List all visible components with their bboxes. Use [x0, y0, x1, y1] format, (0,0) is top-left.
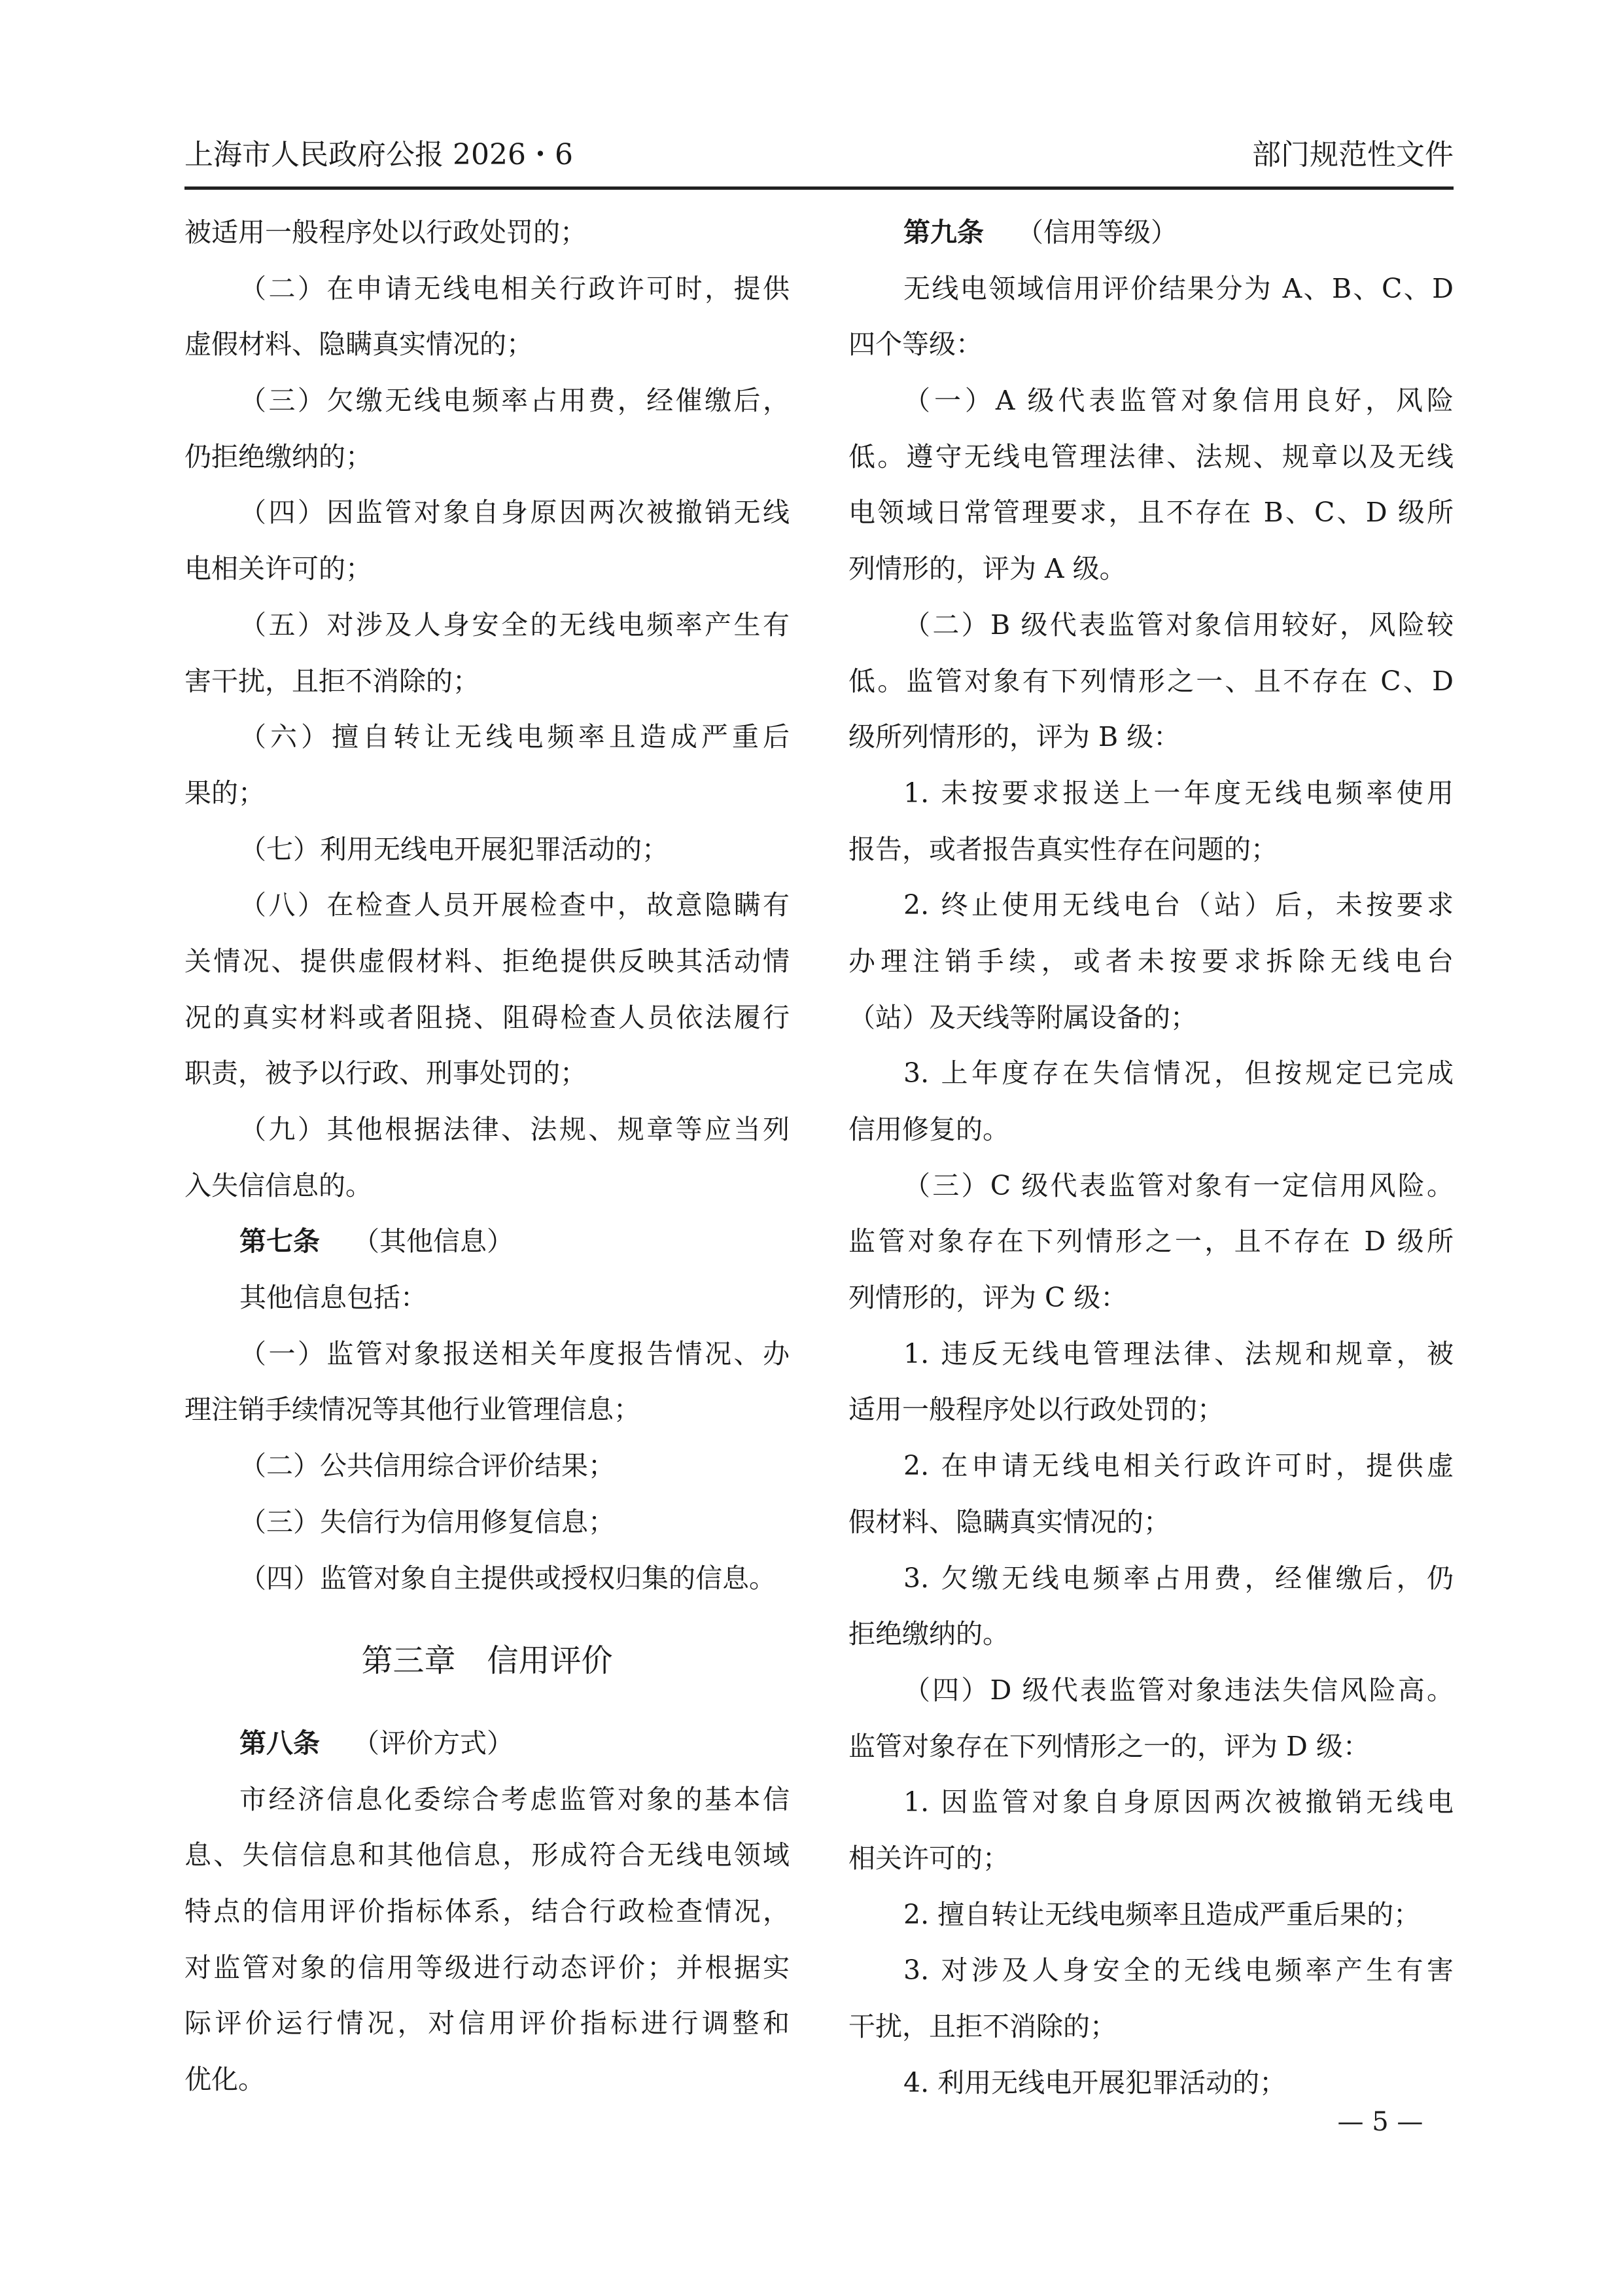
text-line: （五）对涉及人身安全的无线电频率产生有: [239, 609, 790, 641]
paragraph: [184, 485, 790, 597]
text-line: （七）利用无线电开展犯罪活动的；: [239, 833, 669, 865]
paragraph: [848, 261, 1454, 373]
text-line: 1. 因监管对象自身原因两次被撤销无线电: [903, 1786, 1454, 1818]
article-title: （其他信息）: [353, 1226, 514, 1258]
paragraph: [184, 709, 790, 821]
article-label: 第七条: [239, 1226, 320, 1258]
text-line: 适用一般程序处以行政处罚的；: [848, 1394, 1224, 1426]
article-heading: [184, 1214, 790, 1270]
text-line: 1. 未按要求报送上一年度无线电频率使用: [903, 777, 1454, 809]
paragraph: [848, 1438, 1454, 1550]
text-line: 市经济信息化委综合考虑监管对象的基本信: [239, 1783, 790, 1815]
paragraph: [184, 261, 790, 373]
publication-title: 上海市人民政府公报 2026・6: [184, 138, 573, 171]
paragraph: [848, 1887, 1454, 1943]
paragraph: [848, 766, 1454, 877]
text-line: 监管对象存在下列情形之一的，评为 D 级：: [848, 1730, 1370, 1762]
text-line: 3. 欠缴无线电频率占用费，经催缴后，仍: [903, 1562, 1454, 1594]
paragraph: [848, 1663, 1454, 1775]
text-line: 被适用一般程序处以行政处罚的；: [184, 217, 587, 248]
text-line: 息、失信信息和其他信息，形成符合无线电领域: [184, 1839, 790, 1871]
text-line: 2. 终止使用无线电台（站）后，未按要求: [903, 889, 1454, 921]
paragraph: [184, 822, 790, 878]
article-heading: [848, 205, 1454, 261]
text-line: （四）因监管对象自身原因两次被撤销无线: [239, 497, 790, 529]
paragraph: [848, 1158, 1454, 1326]
text-line: （六）擅自转让无线电频率且造成严重后: [239, 721, 790, 753]
text-line: 特点的信用评价指标体系，结合行政检查情况，: [184, 1896, 790, 1928]
paragraph: [848, 1775, 1454, 1886]
text-line: （二）公共信用综合评价结果；: [239, 1450, 615, 1482]
paragraph: [184, 597, 790, 709]
text-line: （八）在检查人员开展检查中，故意隐瞒有: [239, 889, 790, 921]
section-title: 部门规范性文件: [1252, 138, 1454, 171]
text-line: 关情况、提供虚假材料、拒绝提供反映其活动情: [184, 945, 790, 977]
paragraph: [848, 1943, 1454, 2055]
paragraph: [184, 1494, 790, 1551]
text-line: 入失信信息的。: [184, 1169, 372, 1201]
text-line: （四）D 级代表监管对象违法失信风险高。: [903, 1674, 1454, 1706]
article-title: （评价方式）: [353, 1727, 514, 1759]
text-line: 无线电领域信用评价结果分为 A、B、C、D: [903, 272, 1454, 304]
header-rule: [184, 186, 1454, 190]
text-line: 办理注销手续，或者未按要求拆除无线电台: [848, 945, 1454, 977]
paragraph: [184, 1102, 790, 1214]
text-line: 1. 违反无线电管理法律、法规和规章，被: [903, 1337, 1454, 1369]
text-line: （二）在申请无线电相关行政许可时，提供: [239, 272, 790, 304]
text-line: 报告，或者报告真实性存在问题的；: [848, 833, 1278, 865]
paragraph: [848, 877, 1454, 1046]
text-line: 果的；: [184, 777, 265, 809]
text-line: （三）失信行为信用修复信息；: [239, 1506, 615, 1538]
paragraph: [848, 1046, 1454, 1157]
text-line: 理注销手续情况等其他行业管理信息；: [184, 1394, 640, 1426]
text-line: 列情形的，评为 C 级：: [848, 1282, 1128, 1314]
paragraph: [184, 1772, 790, 2108]
text-line: 虚假材料、隐瞒真实情况的；: [184, 328, 533, 361]
text-line: 仍拒绝缴纳的；: [184, 440, 372, 472]
paragraph: [848, 597, 1454, 766]
text-line: （九）其他根据法律、法规、规章等应当列: [239, 1114, 790, 1145]
article-label: 第八条: [239, 1727, 320, 1759]
article-title: （信用等级）: [1017, 217, 1178, 248]
paragraph: [184, 205, 790, 261]
text-line: 拒绝缴纳的。: [848, 1618, 1009, 1650]
text-line: 2. 擅自转让无线电频率且造成严重后果的；: [903, 1898, 1421, 1930]
text-line: 职责，被予以行政、刑事处罚的；: [184, 1057, 587, 1089]
text-line: 低。遵守无线电管理法律、法规、规章以及无线: [848, 440, 1454, 472]
text-line: 电领域日常管理要求，且不存在 B、C、D 级所: [848, 497, 1454, 529]
text-line: 优化。: [184, 2064, 265, 2096]
text-line: 四个等级：: [848, 328, 983, 361]
text-line: （一）监管对象报送相关年度报告情况、办: [239, 1337, 790, 1369]
text-line: 况的真实材料或者阻挠、阻碍检查人员依法履行: [184, 1001, 790, 1033]
text-line: 其他信息包括：: [239, 1282, 427, 1314]
paragraph: [848, 373, 1454, 597]
text-line: （四）监管对象自主提供或授权归集的信息。: [239, 1562, 776, 1594]
text-line: 害干扰，且拒不消除的；: [184, 665, 480, 697]
chapter-number: 第三章: [361, 1642, 456, 1680]
paragraph: [848, 1326, 1454, 1438]
paragraph: [848, 1551, 1454, 1663]
text-line: 干扰，且拒不消除的；: [848, 2011, 1117, 2042]
page-number: — 5 —: [1337, 2107, 1423, 2137]
text-line: 相关许可的；: [848, 1842, 1009, 1874]
article-heading: [184, 1716, 790, 1772]
text-line: 2. 在申请无线电相关行政许可时，提供虚: [903, 1450, 1454, 1482]
text-line: （三）C 级代表监管对象有一定信用风险。: [903, 1169, 1454, 1201]
paragraph: [184, 877, 790, 1102]
article-label: 第九条: [903, 217, 984, 248]
left-column: [184, 205, 790, 2108]
text-line: 4. 利用无线电开展犯罪活动的；: [903, 2066, 1287, 2098]
text-line: 3. 对涉及人身安全的无线电频率产生有害: [903, 1954, 1454, 1987]
paragraph: [184, 373, 790, 485]
text-line: 列情形的，评为 A 级。: [848, 553, 1126, 585]
paragraph: [184, 1270, 790, 1326]
text-line: 3. 上年度存在失信情况，但按规定已完成: [903, 1057, 1454, 1089]
text-line: （站）及天线等附属设备的；: [848, 1001, 1197, 1033]
text-line: 信用修复的。: [848, 1114, 1009, 1145]
text-line: （二）B 级代表监管对象信用较好，风险较: [903, 609, 1454, 641]
text-line: 低。监管对象有下列情形之一、且不存在 C、D: [848, 665, 1454, 697]
text-line: （一）A 级代表监管对象信用良好，风险: [903, 385, 1454, 417]
text-line: 监管对象存在下列情形之一，且不存在 D 级所: [848, 1226, 1454, 1258]
paragraph: [848, 2055, 1454, 2111]
right-column: [848, 205, 1454, 2111]
text-line: 对监管对象的信用等级进行动态评价；并根据实: [184, 1951, 790, 1983]
text-line: 际评价运行情况，对信用评价指标进行调整和: [184, 2007, 790, 2040]
chapter-title: 信用评价: [487, 1642, 613, 1680]
text-line: 假材料、隐瞒真实情况的；: [848, 1506, 1170, 1538]
text-line: 级所列情形的，评为 B 级：: [848, 721, 1181, 753]
paragraph: [184, 1438, 790, 1494]
paragraph: [184, 1326, 790, 1438]
text-line: （三）欠缴无线电频率占用费，经催缴后，: [239, 385, 790, 417]
text-line: 电相关许可的；: [184, 553, 372, 585]
